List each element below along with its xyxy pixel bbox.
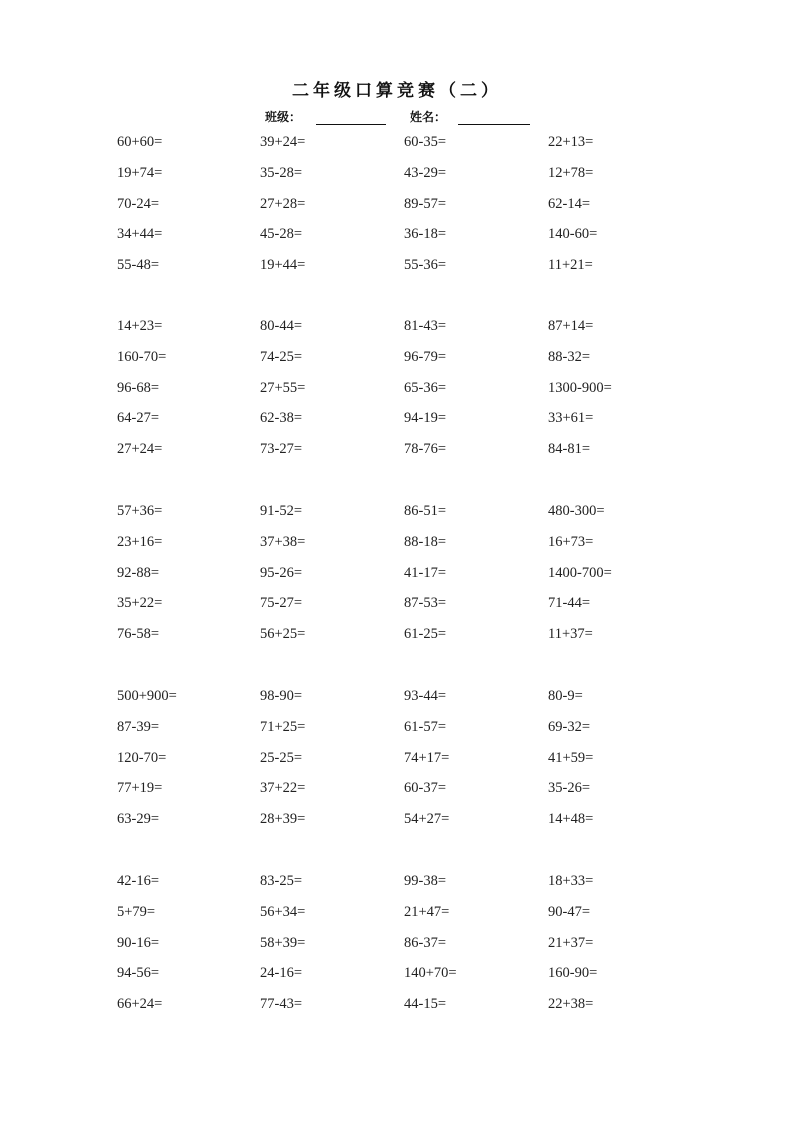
problem-row [0,134,794,154]
problem-row [0,503,794,523]
problem-item: 35+22= [117,595,163,612]
class-label: 班级： [265,110,302,124]
problem-item: 45-28= [260,226,303,243]
problem-item: 5+79= [117,903,156,920]
problem-item: 65-36= [404,379,447,396]
problem-item: 62-14= [548,195,591,212]
problem-item: 37+22= [260,780,306,797]
problem-item: 78-76= [404,441,447,458]
problem-item: 55-48= [117,257,160,274]
problem-item: 87-53= [404,595,447,612]
problem-row [0,165,794,185]
problem-item: 42-16= [117,873,160,889]
problem-item: 480-300= [548,503,605,519]
problem-item: 23+16= [117,533,163,550]
problem-row [0,410,794,430]
problem-item: 87-39= [117,718,160,735]
problem-item: 120-70= [117,749,167,766]
problem-item: 61-25= [404,626,447,643]
problem-item: 25-25= [260,749,303,766]
problem-row [0,534,794,554]
problem-row [0,196,794,216]
problem-item: 71+25= [260,718,306,735]
problem-item: 56+34= [260,903,306,920]
problem-row [0,226,794,246]
problem-item: 18+33= [548,873,594,889]
problem-row [0,965,794,985]
problem-item: 61-57= [404,718,447,735]
worksheet-title: 二年级口算竞赛（二） [292,81,502,101]
problem-item: 24-16= [260,965,303,982]
problem-item: 88-18= [404,533,447,550]
problem-row [0,935,794,955]
problem-item: 74+17= [404,749,450,766]
problem-row [0,780,794,800]
problem-item: 93-44= [404,688,447,704]
problem-item: 60+60= [117,134,163,150]
problem-item: 33+61= [548,410,594,427]
problem-item: 66+24= [117,996,163,1013]
problem-item: 55-36= [404,257,447,274]
problem-item: 60-37= [404,780,447,797]
problem-item: 1300-900= [548,379,612,396]
problem-item: 19+44= [260,257,306,274]
problem-item: 19+74= [117,164,163,181]
problem-item: 11+37= [548,626,593,643]
problem-item: 14+48= [548,811,594,828]
problem-item: 160-70= [117,348,167,365]
problem-item: 36-18= [404,226,447,243]
problem-item: 71-44= [548,595,591,612]
problem-item: 91-52= [260,503,303,519]
problem-item: 22+13= [548,134,594,150]
problem-item: 64-27= [117,410,160,427]
problem-item: 98-90= [260,688,303,704]
problem-item: 88-32= [548,348,591,365]
problem-item: 77+19= [117,780,163,797]
problem-item: 81-43= [404,318,447,334]
problem-item: 73-27= [260,441,303,458]
problem-row [0,750,794,770]
problem-row [0,565,794,585]
problem-item: 80-44= [260,318,303,334]
problem-item: 76-58= [117,626,160,643]
problem-item: 27+55= [260,379,306,396]
problem-item: 84-81= [548,441,591,458]
problem-item: 12+78= [548,164,594,181]
problem-item: 27+28= [260,195,306,212]
problem-item: 86-37= [404,934,447,951]
problem-item: 500+900= [117,688,177,704]
problem-item: 90-16= [117,934,160,951]
problem-item: 57+36= [117,503,163,519]
problem-item: 16+73= [548,533,594,550]
problem-row [0,349,794,369]
problem-item: 35-26= [548,780,591,797]
problem-item: 63-29= [117,811,160,828]
problem-item: 69-32= [548,718,591,735]
problem-item: 39+24= [260,134,306,150]
problem-row [0,318,794,338]
problem-row [0,811,794,831]
problem-item: 56+25= [260,626,306,643]
problem-row [0,996,794,1016]
problem-item: 140-60= [548,226,598,243]
problem-item: 60-35= [404,134,447,150]
problem-item: 21+37= [548,934,594,951]
problem-item: 87+14= [548,318,594,334]
problem-item: 96-79= [404,348,447,365]
problem-item: 44-15= [404,996,447,1013]
problem-item: 90-47= [548,903,591,920]
problem-item: 99-38= [404,873,447,889]
problem-item: 86-51= [404,503,447,519]
problem-item: 70-24= [117,195,160,212]
problem-item: 95-26= [260,564,303,581]
problem-item: 96-68= [117,379,160,396]
problem-item: 94-19= [404,410,447,427]
problem-item: 58+39= [260,934,306,951]
problem-item: 83-25= [260,873,303,889]
problem-item: 37+38= [260,533,306,550]
problem-row [0,626,794,646]
problem-item: 22+38= [548,996,594,1013]
problem-row [0,719,794,739]
problem-row [0,257,794,277]
problem-row [0,904,794,924]
problem-item: 94-56= [117,965,160,982]
problem-row [0,873,794,893]
problem-item: 1400-700= [548,564,612,581]
problem-row [0,441,794,461]
problem-item: 62-38= [260,410,303,427]
problem-item: 140+70= [404,965,457,982]
name-label: 姓名： [410,110,447,124]
problem-item: 14+23= [117,318,163,334]
problem-item: 80-9= [548,688,583,704]
problem-item: 35-28= [260,164,303,181]
problem-item: 11+21= [548,257,593,274]
problem-item: 43-29= [404,164,447,181]
problem-item: 92-88= [117,564,160,581]
problem-item: 41-17= [404,564,447,581]
problem-item: 28+39= [260,811,306,828]
problem-item: 77-43= [260,996,303,1013]
problem-item: 54+27= [404,811,450,828]
problem-item: 27+24= [117,441,163,458]
problem-row [0,595,794,615]
problem-row [0,380,794,400]
problem-item: 89-57= [404,195,447,212]
problem-item: 41+59= [548,749,594,766]
problem-item: 74-25= [260,348,303,365]
problem-item: 34+44= [117,226,163,243]
problem-item: 21+47= [404,903,450,920]
problem-item: 75-27= [260,595,303,612]
problem-row [0,688,794,708]
problem-item: 160-90= [548,965,598,982]
